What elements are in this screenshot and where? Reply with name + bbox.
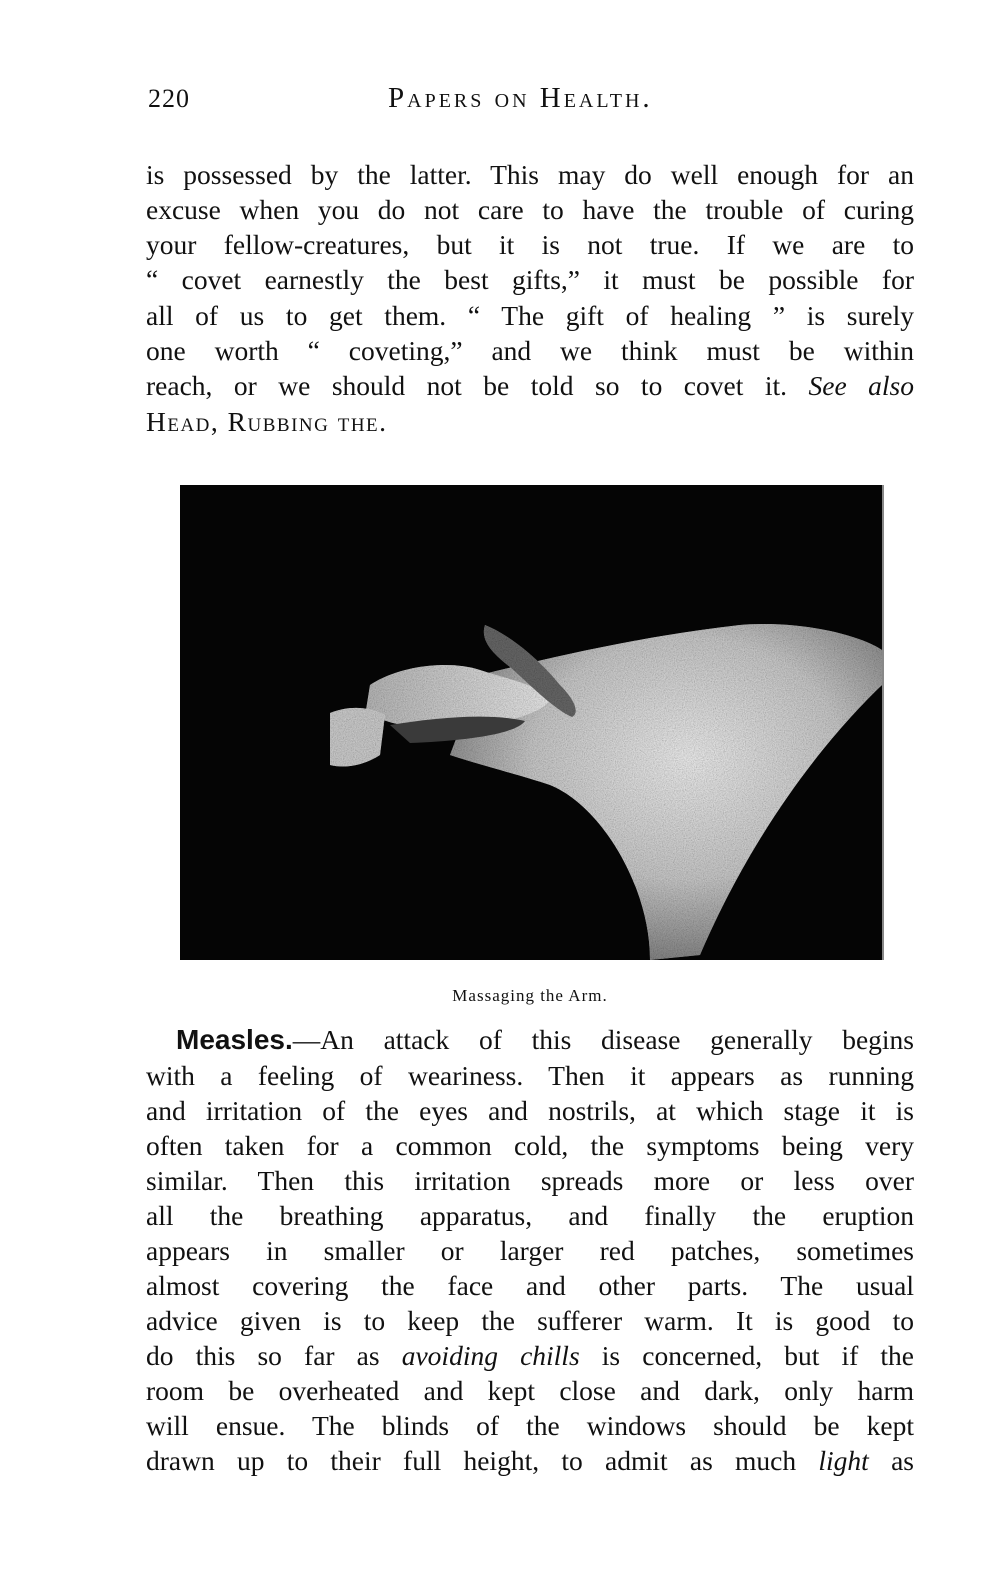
- running-header: [148, 78, 913, 118]
- text-line: your fellow-creatures, but it is not true. If we are to: [146, 229, 914, 260]
- text-line: excuse when you do not care to have the trouble of curing: [146, 194, 914, 225]
- see-also-reference: See also: [808, 370, 914, 401]
- text-segment: is concerned, but if the: [601, 1340, 914, 1371]
- text-line: appears in smaller or larger red patches, sometimes: [146, 1235, 914, 1266]
- text-line: often taken for a common cold, the symptoms being very: [146, 1130, 914, 1161]
- text-line: [146, 368, 914, 404]
- text-line: with a feeling of weariness. Then it appears as running: [146, 1060, 914, 1091]
- text-line: [146, 1443, 914, 1479]
- running-title: Papers on Health.: [388, 82, 653, 114]
- text-segment: reach, or we should not be told so to covet it.: [146, 370, 787, 401]
- entry-first-line: [146, 1022, 914, 1058]
- text-line: almost covering the face and other parts. The usual: [146, 1270, 914, 1301]
- text-line: will ensue. The blinds of the windows should be kept: [146, 1410, 914, 1441]
- text-line: and irritation of the eyes and nostrils, at which stage it is: [146, 1095, 914, 1126]
- text-line: similar. Then this irritation spreads more or less over: [146, 1165, 914, 1196]
- massage-photograph: [180, 485, 884, 960]
- text-line: one worth “ coveting,” and we think must be within: [146, 335, 914, 366]
- figure-caption: Massaging the Arm.: [452, 986, 608, 1005]
- text-line: all of us to get them. “ The gift of healing ” is surely: [146, 300, 914, 331]
- text-line: is possessed by the latter. This may do well enough for an: [146, 159, 914, 190]
- text-segment: as: [891, 1445, 915, 1476]
- text-line: room be overheated and kept close and dark, only harm: [146, 1375, 914, 1406]
- text-line: [146, 1338, 914, 1374]
- text-line: advice given is to keep the sufferer warm. It is good to: [146, 1305, 914, 1336]
- text-line: “ covet earnestly the best gifts,” it must be possible for: [146, 264, 914, 295]
- arm-illustration: [180, 485, 882, 960]
- text-segment: drawn up to their full height, to admit as much: [146, 1445, 797, 1476]
- emphasis: light: [818, 1445, 869, 1476]
- cross-reference: Head, Rubbing the.: [146, 406, 388, 437]
- page-number: 220: [148, 84, 190, 113]
- entry-heading: Measles.: [176, 1024, 293, 1055]
- emphasis: avoiding chills: [401, 1340, 580, 1371]
- text-segment: —An attack of this disease generally begins: [292, 1024, 914, 1055]
- text-segment: do this so far as: [146, 1340, 380, 1371]
- text-line: all the breathing apparatus, and finally the eruption: [146, 1200, 914, 1231]
